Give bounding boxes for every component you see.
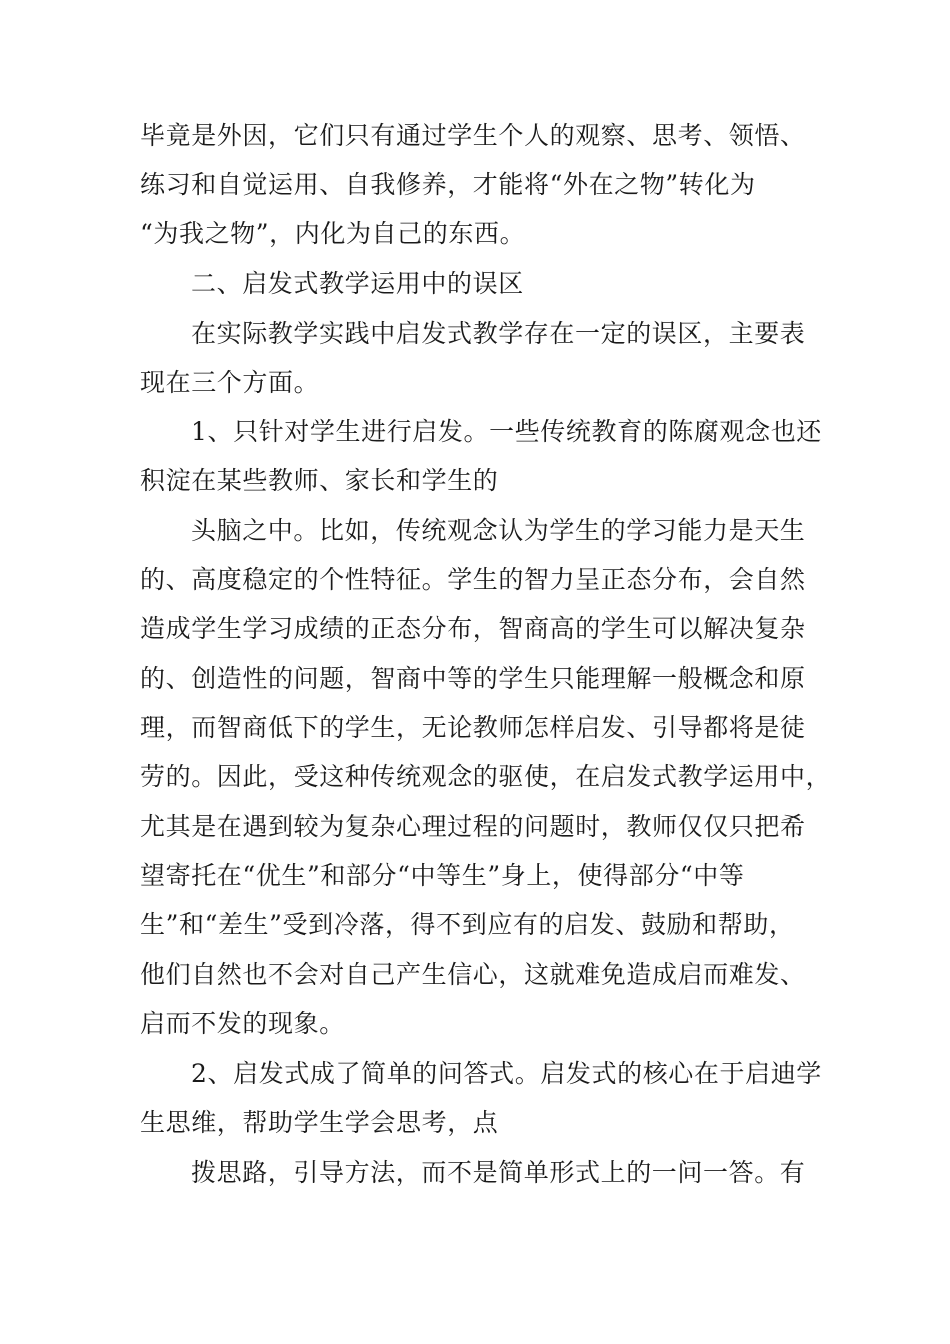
text-line: 头脑之中。比如，传统观念认为学生的学习能力是天生	[191, 516, 806, 545]
text-line: 1、只针对学生进行启发。一些传统教育的陈腐观念也还	[191, 417, 822, 446]
text-line: 毕竟是外因，它们只有通过学生个人的观察、思考、领悟、	[140, 121, 806, 150]
text-line: 的、创造性的问题，智商中等的学生只能理解一般概念和原	[140, 664, 806, 693]
text-line: 启而不发的现象。	[140, 1009, 345, 1038]
text-line: 2、启发式成了简单的问答式。启发式的核心在于启迪学	[191, 1059, 822, 1088]
text-line: 劳的。因此，受这种传统观念的驱使，在启发式教学运用中，	[140, 762, 832, 791]
text-line: 造成学生学习成绩的正态分布，智商高的学生可以解决复杂	[140, 614, 806, 643]
text-line: 积淀在某些教师、家长和学生的	[140, 466, 499, 495]
text-line: 他们自然也不会对自己产生信心，这就难免造成启而难发、	[140, 960, 806, 989]
text-line: “为我之物”，内化为自己的东西。	[140, 219, 526, 248]
text-line: 望寄托在“优生”和部分“中等生”身上，使得部分“中等	[140, 861, 745, 890]
text-line: 拨思路，引导方法，而不是简单形式上的一问一答。有	[191, 1158, 806, 1187]
text-line: 理，而智商低下的学生，无论教师怎样启发、引导都将是徒	[140, 713, 806, 742]
text-line: 生思维，帮助学生学会思考，点	[140, 1108, 499, 1137]
section-heading: 二、启发式教学运用中的误区	[191, 269, 524, 298]
text-line: 在实际教学实践中启发式教学存在一定的误区，主要表	[191, 319, 806, 348]
text-line: 练习和自觉运用、自我修养，才能将“外在之物”转化为	[140, 170, 756, 199]
text-line: 生”和“差生”受到冷落，得不到应有的启发、鼓励和帮助，	[140, 910, 795, 939]
text-line: 的、高度稳定的个性特征。学生的智力呈正态分布，会自然	[140, 565, 806, 594]
text-line: 现在三个方面。	[140, 368, 320, 397]
text-line: 尤其是在遇到较为复杂心理过程的问题时，教师仅仅只把希	[140, 812, 806, 841]
